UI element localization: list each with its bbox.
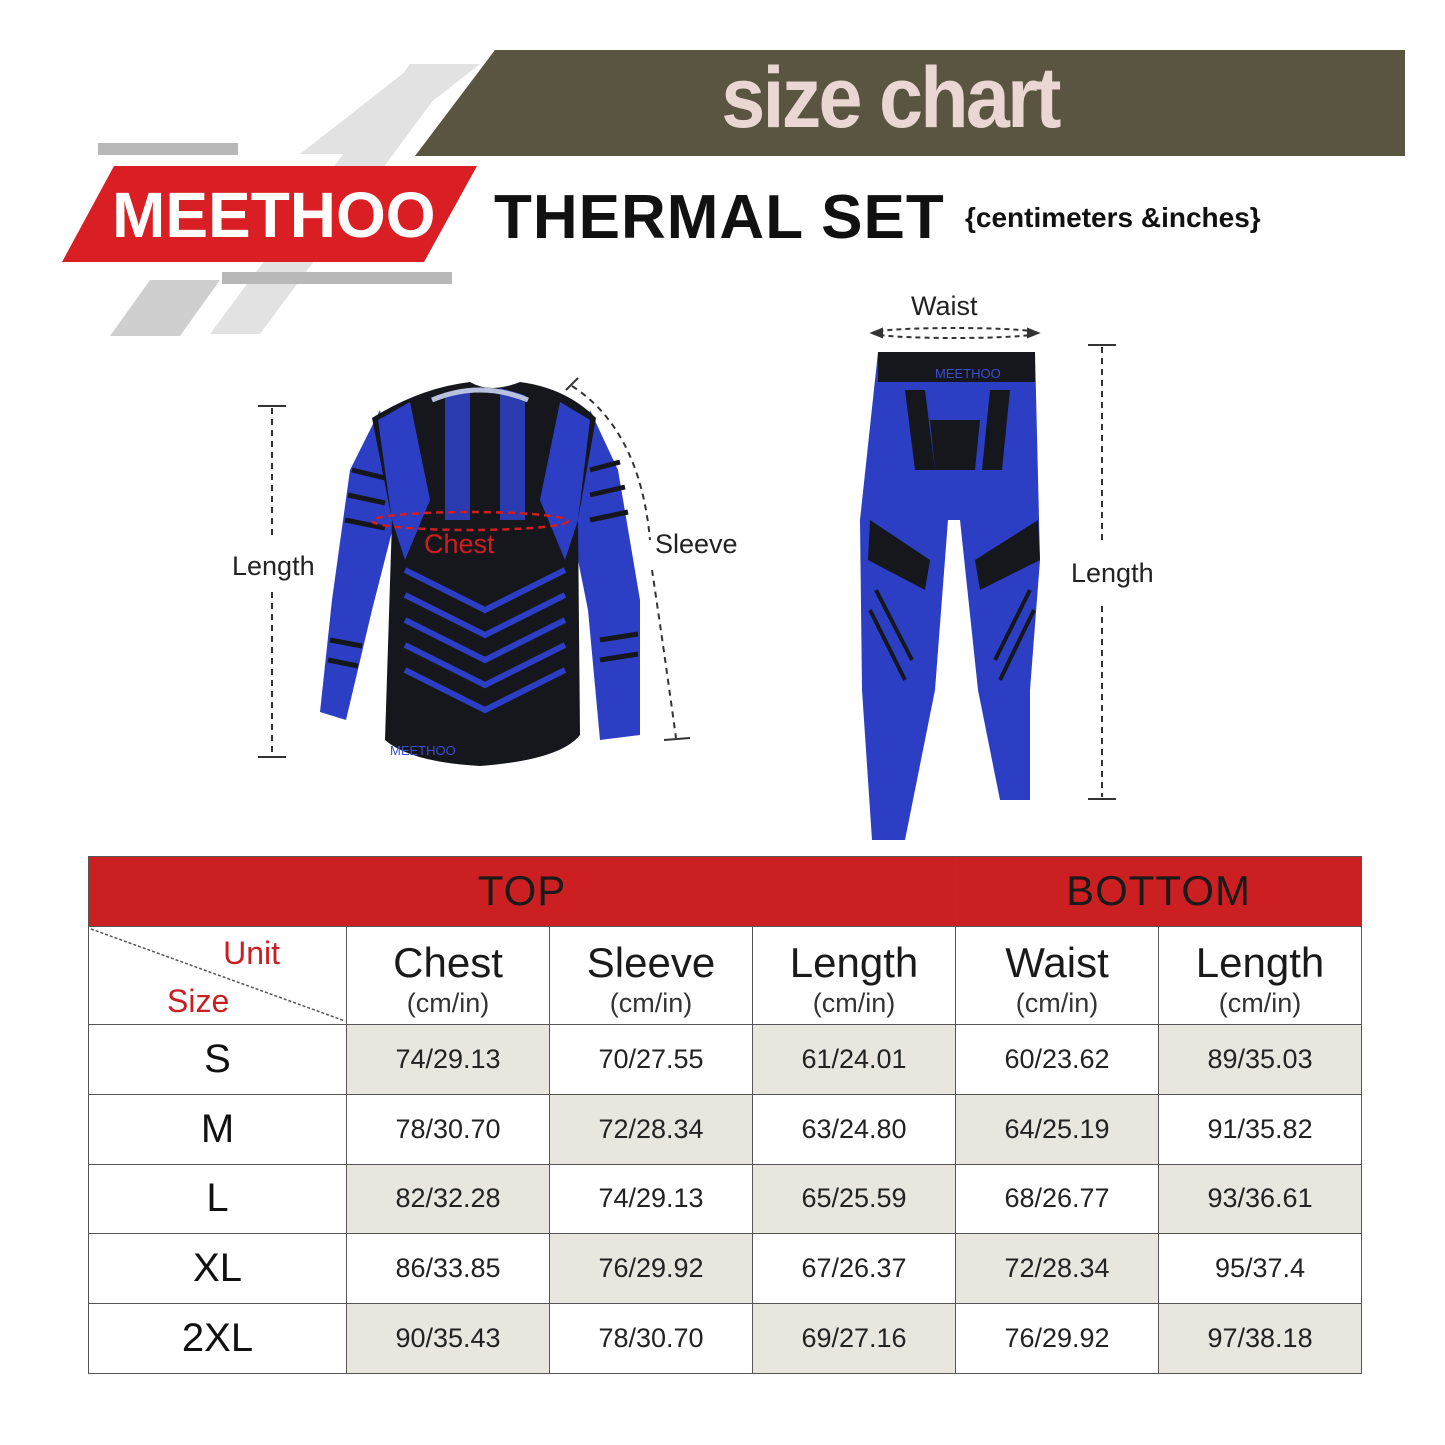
bottom-length-label: Length: [1071, 558, 1154, 588]
size-cell: L: [89, 1164, 347, 1234]
table-cell: 61/24.01: [753, 1024, 956, 1094]
table-cell: 69/27.16: [753, 1304, 956, 1374]
table-row: [89, 1304, 1362, 1374]
table-cell: 82/32.28: [347, 1164, 550, 1234]
table-cell: 78/30.70: [550, 1304, 753, 1374]
column-header-bottom-length: [1159, 926, 1362, 1024]
column-header-sleeve: [550, 926, 753, 1024]
sleeve-label: Sleeve: [655, 529, 738, 559]
size-table: [88, 856, 1362, 1374]
table-cell: 91/35.82: [1159, 1094, 1362, 1164]
table-cell: 90/35.43: [347, 1304, 550, 1374]
corner-unit-label: Unit: [223, 934, 280, 971]
size-cell: M: [89, 1094, 347, 1164]
column-header-top-length: [753, 926, 956, 1024]
table-row: [89, 1024, 1362, 1094]
column-name: Chest: [393, 938, 503, 986]
pants-icon: [860, 352, 1040, 840]
group-header-top: TOP: [89, 857, 956, 927]
top-length-label: Length: [232, 551, 315, 581]
table-cell: 97/38.18: [1159, 1304, 1362, 1374]
table-cell: 76/29.92: [550, 1234, 753, 1304]
corner-size-label: Size: [167, 982, 230, 1019]
column-header-waist: [956, 926, 1159, 1024]
table-cell: 72/28.34: [550, 1094, 753, 1164]
table-cell: 68/26.77: [956, 1164, 1159, 1234]
table-cell: 74/29.13: [550, 1164, 753, 1234]
waist-measure: [872, 328, 1038, 338]
column-header-row: [89, 926, 1362, 1024]
shirt-icon: [320, 382, 640, 766]
table-cell: 86/33.85: [347, 1234, 550, 1304]
table-cell: 60/23.62: [956, 1024, 1159, 1094]
column-name: Length: [1195, 938, 1325, 986]
column-name: Sleeve: [586, 938, 716, 986]
table-row: [89, 1094, 1362, 1164]
table-cell: 78/30.70: [347, 1094, 550, 1164]
shirt-brand-print: MEETHOO: [390, 743, 456, 758]
column-name: Length: [789, 938, 919, 986]
size-cell: 2XL: [89, 1304, 347, 1374]
column-unit: (cm/in): [609, 987, 693, 1018]
group-header-bottom: BOTTOM: [956, 857, 1362, 927]
group-header-row: [89, 857, 1362, 927]
table-row: [89, 1234, 1362, 1304]
table-cell: 72/28.34: [956, 1234, 1159, 1304]
column-header-chest: [347, 926, 550, 1024]
column-unit: (cm/in): [812, 987, 896, 1018]
corner-header: [89, 926, 347, 1024]
table-cell: 93/36.61: [1159, 1164, 1362, 1234]
page-title: size chart: [721, 50, 1059, 146]
table-cell: 65/25.59: [753, 1164, 956, 1234]
pants-brand-print: MEETHOO: [935, 366, 1001, 381]
product-title: THERMAL SET: [494, 183, 945, 252]
table-cell: 67/26.37: [753, 1234, 956, 1304]
units-note: {centimeters &inches}: [965, 202, 1261, 233]
column-unit: (cm/in): [1218, 987, 1302, 1018]
column-unit: (cm/in): [406, 987, 490, 1018]
waist-label: Waist: [911, 291, 978, 321]
table-cell: 74/29.13: [347, 1024, 550, 1094]
size-cell: S: [89, 1024, 347, 1094]
brand-name: MEETHOO: [112, 179, 436, 251]
size-cell: XL: [89, 1234, 347, 1304]
table-cell: 64/25.19: [956, 1094, 1159, 1164]
table-cell: 89/35.03: [1159, 1024, 1362, 1094]
chest-label: Chest: [424, 529, 495, 559]
table-cell: 70/27.55: [550, 1024, 753, 1094]
column-name: Waist: [1005, 938, 1109, 986]
table-cell: 76/29.92: [956, 1304, 1159, 1374]
table-cell: 63/24.80: [753, 1094, 956, 1164]
table-cell: 95/37.4: [1159, 1234, 1362, 1304]
table-row: [89, 1164, 1362, 1234]
column-unit: (cm/in): [1015, 987, 1099, 1018]
